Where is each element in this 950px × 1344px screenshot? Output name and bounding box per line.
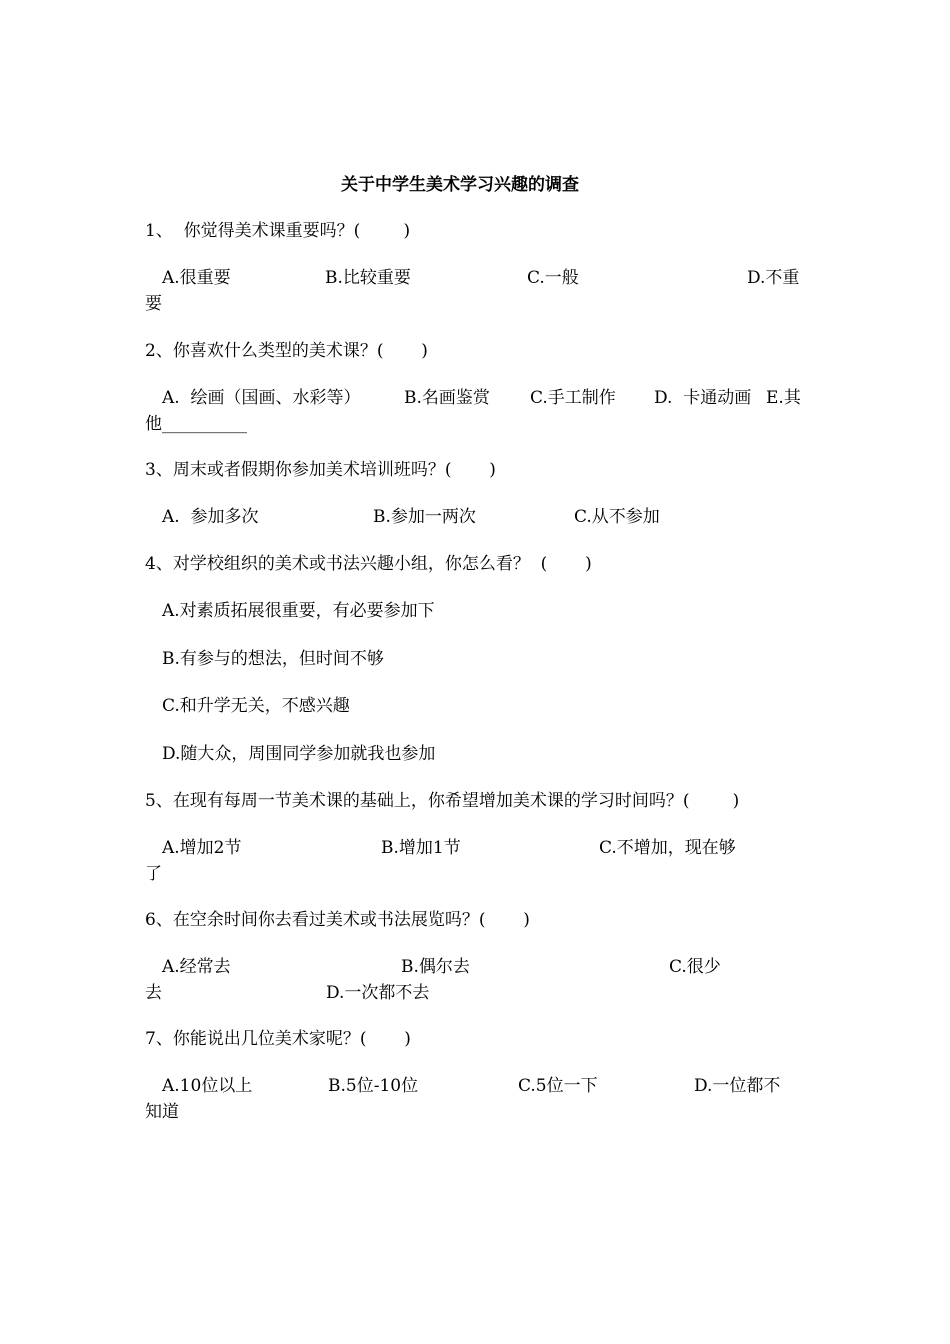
q7-option-d: D.一位都不 bbox=[694, 1076, 781, 1096]
q6-option-c-wrap: 去 bbox=[145, 983, 162, 1003]
page-title: 关于中学生美术学习兴趣的调查 bbox=[341, 175, 579, 195]
q3-option-a: A. 参加多次 bbox=[162, 507, 259, 527]
question-3: 3、周末或者假期你参加美术培训班吗？( ) bbox=[145, 460, 496, 480]
q1-option-d-wrap: 要 bbox=[145, 294, 162, 314]
q3-option-c: C.从不参加 bbox=[574, 507, 660, 527]
question-2: 2、你喜欢什么类型的美术课？( ) bbox=[145, 341, 428, 361]
q7-option-d-wrap: 知道 bbox=[145, 1102, 179, 1122]
q1-option-d: D.不重 bbox=[747, 268, 800, 288]
q5-option-c: C.不增加，现在够 bbox=[599, 838, 736, 858]
q2-option-e-wrap: 他__________ bbox=[145, 414, 247, 434]
q4-option-b: B.有参与的想法，但时间不够 bbox=[162, 649, 384, 669]
q2-option-c: C.手工制作 bbox=[530, 388, 616, 408]
q6-option-d: D.一次都不去 bbox=[326, 983, 430, 1003]
question-6: 6、在空余时间你去看过美术或书法展览吗？( ) bbox=[145, 910, 530, 930]
question-1: 1、 你觉得美术课重要吗？( ) bbox=[145, 221, 411, 241]
q2-option-a: A. 绘画（国画、水彩等） bbox=[162, 388, 361, 408]
q6-option-a: A.经常去 bbox=[162, 957, 231, 977]
question-5: 5、在现有每周一节美术课的基础上，你希望增加美术课的学习时间吗？( ) bbox=[145, 791, 740, 811]
q1-option-c: C.一般 bbox=[527, 268, 579, 288]
q7-option-c: C.5位一下 bbox=[518, 1076, 598, 1096]
question-7: 7、你能说出几位美术家呢？( ) bbox=[145, 1029, 411, 1049]
q7-option-a: A.10位以上 bbox=[162, 1076, 253, 1096]
q2-option-d: D. 卡通动画 bbox=[654, 388, 752, 408]
q1-option-a: A.很重要 bbox=[162, 268, 231, 288]
question-4: 4、对学校组织的美术或书法兴趣小组，你怎么看？ ( ) bbox=[145, 554, 592, 574]
q2-option-e: E.其 bbox=[766, 388, 801, 408]
q4-option-c: C.和升学无关，不感兴趣 bbox=[162, 696, 350, 716]
q1-option-b: B.比较重要 bbox=[325, 268, 411, 288]
q3-option-b: B.参加一两次 bbox=[373, 507, 476, 527]
q6-option-b: B.偶尔去 bbox=[401, 957, 470, 977]
q2-option-b: B.名画鉴赏 bbox=[404, 388, 490, 408]
q5-option-b: B.增加1节 bbox=[381, 838, 461, 858]
q4-option-a: A.对素质拓展很重要，有必要参加下 bbox=[162, 601, 435, 621]
q4-option-d: D.随大众，周围同学参加就我也参加 bbox=[162, 744, 436, 764]
q6-option-c: C.很少 bbox=[669, 957, 721, 977]
q7-option-b: B.5位-10位 bbox=[328, 1076, 419, 1096]
q5-option-c-wrap: 了 bbox=[145, 864, 162, 884]
q5-option-a: A.增加2节 bbox=[162, 838, 242, 858]
